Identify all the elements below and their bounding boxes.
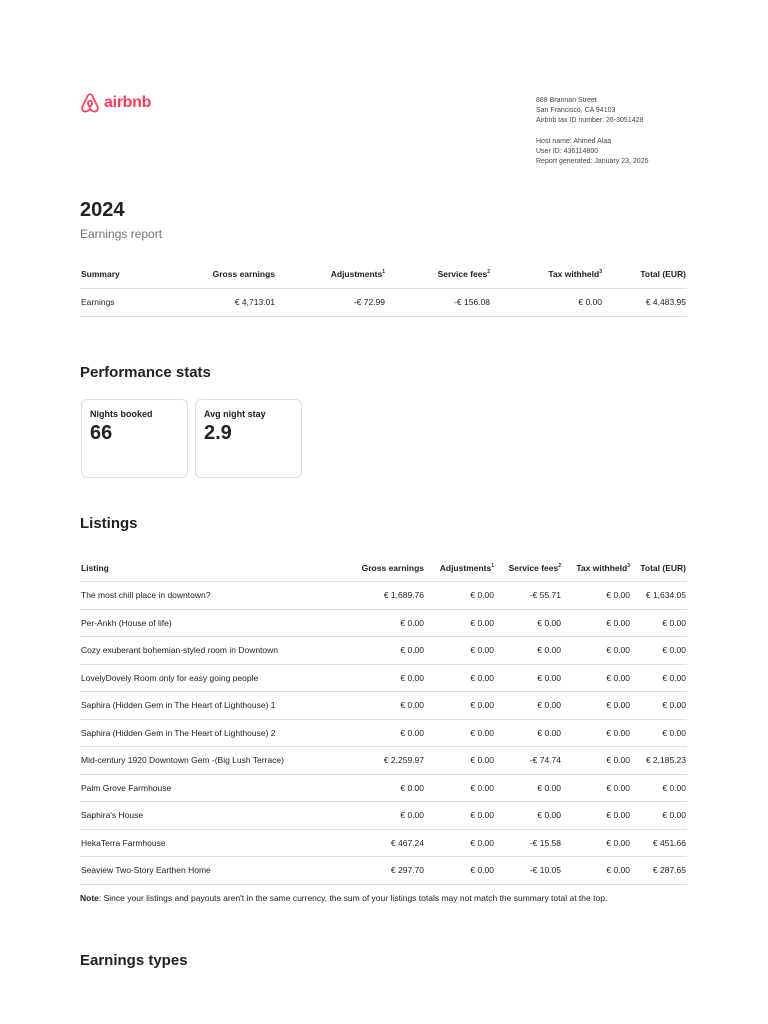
listing-amount: € 0.00 <box>662 727 686 738</box>
listing-amount: € 1,634.05 <box>645 590 686 601</box>
listing-amount: € 0.00 <box>606 865 630 876</box>
listing-amount: € 0.00 <box>606 810 630 821</box>
listing-row <box>80 664 687 692</box>
listing-row <box>80 637 687 665</box>
listing-amount: € 0.00 <box>470 617 494 628</box>
listing-amount: € 0.00 <box>470 837 494 848</box>
listing-row <box>80 747 687 775</box>
listing-name: Palm Grove Farmhouse <box>81 782 172 793</box>
summary-cell: € 4,483.95 <box>645 297 686 307</box>
listing-amount: € 0.00 <box>606 782 630 793</box>
listing-amount: € 0.00 <box>400 810 424 821</box>
listing-name: Per-Ankh (House of life) <box>81 617 172 628</box>
listing-name: The most chill place in downtown? <box>81 590 211 601</box>
stat-label: Avg night stay <box>204 409 266 419</box>
listings-header: Gross earnings <box>361 562 424 573</box>
performance-heading: Performance stats <box>80 364 211 381</box>
stat-card-nights-booked <box>81 399 188 478</box>
listing-amount: € 0.00 <box>537 782 561 793</box>
listing-amount: € 0.00 <box>662 617 686 628</box>
listing-amount: € 297.70 <box>390 865 424 876</box>
listing-amount: € 0.00 <box>606 645 630 656</box>
brand-name: airbnb <box>104 94 152 111</box>
company-info <box>536 96 648 167</box>
summary-cell: -€ 72.99 <box>353 297 385 307</box>
listing-amount: € 287.65 <box>652 865 686 876</box>
summary-header: Total (EUR) <box>640 268 686 279</box>
listing-amount: € 0.00 <box>400 672 424 683</box>
listing-name: LovelyDovely Room only for easy going people <box>81 672 259 683</box>
listing-amount: € 451.66 <box>652 837 686 848</box>
report-subtitle: Earnings report <box>80 227 163 241</box>
listings-header-row <box>80 554 687 582</box>
listing-amount: € 2,259.97 <box>383 755 424 766</box>
note-text: : Since your listings and payouts aren't in the same currency, the sum of your listings totals may not match the summary total at the top. <box>98 893 608 903</box>
listing-amount: € 0.00 <box>662 782 686 793</box>
address-line-1: 888 Brannan Street <box>536 97 597 104</box>
listing-amount: € 1,689.76 <box>383 590 424 601</box>
listing-amount: € 0.00 <box>470 672 494 683</box>
summary-header: Service fees$^2$ <box>437 268 490 279</box>
listing-name: Saphira (Hidden Gem in The Heart of Lighthouse) 1 <box>81 700 276 711</box>
listing-amount: € 0.00 <box>400 727 424 738</box>
listing-name: Seaview Two-Story Earthen Home <box>81 865 211 876</box>
listing-amount: € 0.00 <box>662 672 686 683</box>
listing-amount: € 2,185.23 <box>645 755 686 766</box>
listing-row <box>80 857 687 885</box>
listing-amount: € 0.00 <box>537 727 561 738</box>
report-generated: Report generated: January 23, 2025 <box>536 158 649 165</box>
listing-amount: € 0.00 <box>606 837 630 848</box>
summary-cell: € 4,713.01 <box>234 297 275 307</box>
stat-label: Nights booked <box>90 409 153 419</box>
airbnb-logo <box>80 92 151 114</box>
airbnb-belo-icon <box>80 92 100 114</box>
summary-header: Adjustments$^1$ <box>330 268 385 279</box>
summary-header: Gross earnings <box>212 268 275 279</box>
listing-amount: € 0.00 <box>470 727 494 738</box>
summary-header: Summary <box>81 268 120 279</box>
listing-amount: € 467.24 <box>390 837 424 848</box>
listing-name: Mid-century 1920 Downtown Gem -(Big Lush Terrace) <box>81 755 284 766</box>
listing-row <box>80 582 687 610</box>
listing-name: Saphira (Hidden Gem in The Heart of Lighthouse) 2 <box>81 727 276 738</box>
listings-heading: Listings <box>80 515 138 532</box>
listing-row <box>80 692 687 720</box>
listing-amount: -€ 55.71 <box>529 590 561 601</box>
listing-row <box>80 609 687 637</box>
listing-amount: € 0.00 <box>662 645 686 656</box>
listing-name: Cozy exuberant bohemian-styled room in Downtown <box>81 645 279 656</box>
listing-row <box>80 719 687 747</box>
listing-amount: € 0.00 <box>470 700 494 711</box>
listings-header: Adjustments$^1$ <box>439 562 494 573</box>
listing-amount: € 0.00 <box>470 590 494 601</box>
listing-amount: -€ 10.05 <box>529 865 561 876</box>
listing-row <box>80 829 687 857</box>
listing-name: HekaTerra Farmhouse <box>81 837 166 848</box>
address-line-2: San Francisco, CA 94103 <box>536 107 616 114</box>
listing-amount: € 0.00 <box>537 672 561 683</box>
listing-name: Saphira's House <box>81 810 144 821</box>
note-label: Note <box>80 893 99 903</box>
listing-amount: € 0.00 <box>470 810 494 821</box>
stat-value: 2.9 <box>204 422 232 444</box>
listing-row <box>80 774 687 802</box>
summary-cell: Earnings <box>81 297 115 307</box>
listing-amount: € 0.00 <box>606 617 630 628</box>
listings-table <box>80 554 687 885</box>
listings-header: Tax withheld$^3$ <box>576 562 630 573</box>
listing-amount: € 0.00 <box>400 700 424 711</box>
listing-amount: € 0.00 <box>606 755 630 766</box>
listing-amount: € 0.00 <box>537 700 561 711</box>
listings-header: Total (EUR) <box>640 562 686 573</box>
listing-amount: € 0.00 <box>662 700 686 711</box>
listing-amount: € 0.00 <box>470 645 494 656</box>
listing-amount: € 0.00 <box>606 727 630 738</box>
listings-header: Service fees$^2$ <box>508 562 561 573</box>
listing-amount: € 0.00 <box>470 755 494 766</box>
listing-amount: € 0.00 <box>537 810 561 821</box>
summary-row <box>80 288 687 316</box>
host-name: Host name: Ahmed Alaa <box>536 138 612 145</box>
listing-amount: € 0.00 <box>470 865 494 876</box>
earnings-types-heading: Earnings types <box>80 952 188 969</box>
note <box>80 893 607 903</box>
summary-header-row <box>80 260 687 288</box>
summary-cell: € 0.00 <box>578 297 602 307</box>
stat-card-avg-night-stay <box>195 399 302 478</box>
listing-amount: € 0.00 <box>470 782 494 793</box>
listing-amount: -€ 74.74 <box>529 755 561 766</box>
summary-table <box>80 260 687 317</box>
tax-id: Airbnb tax ID number: 26-3051428 <box>536 117 644 124</box>
listing-amount: € 0.00 <box>400 645 424 656</box>
listing-amount: € 0.00 <box>537 617 561 628</box>
report-year: 2024 <box>80 199 125 221</box>
listing-amount: € 0.00 <box>606 700 630 711</box>
summary-header: Tax withheld$^3$ <box>548 268 602 279</box>
listing-amount: € 0.00 <box>606 590 630 601</box>
listing-amount: € 0.00 <box>400 782 424 793</box>
listing-amount: € 0.00 <box>537 645 561 656</box>
user-id: User ID: 436114800 <box>536 148 599 155</box>
stat-value: 66 <box>90 422 113 444</box>
summary-cell: -€ 156.08 <box>454 297 490 307</box>
listing-amount: -€ 15.58 <box>529 837 561 848</box>
listing-amount: € 0.00 <box>662 810 686 821</box>
listing-amount: € 0.00 <box>400 617 424 628</box>
listing-row <box>80 802 687 830</box>
listings-header: Listing <box>81 562 109 573</box>
listing-amount: € 0.00 <box>606 672 630 683</box>
